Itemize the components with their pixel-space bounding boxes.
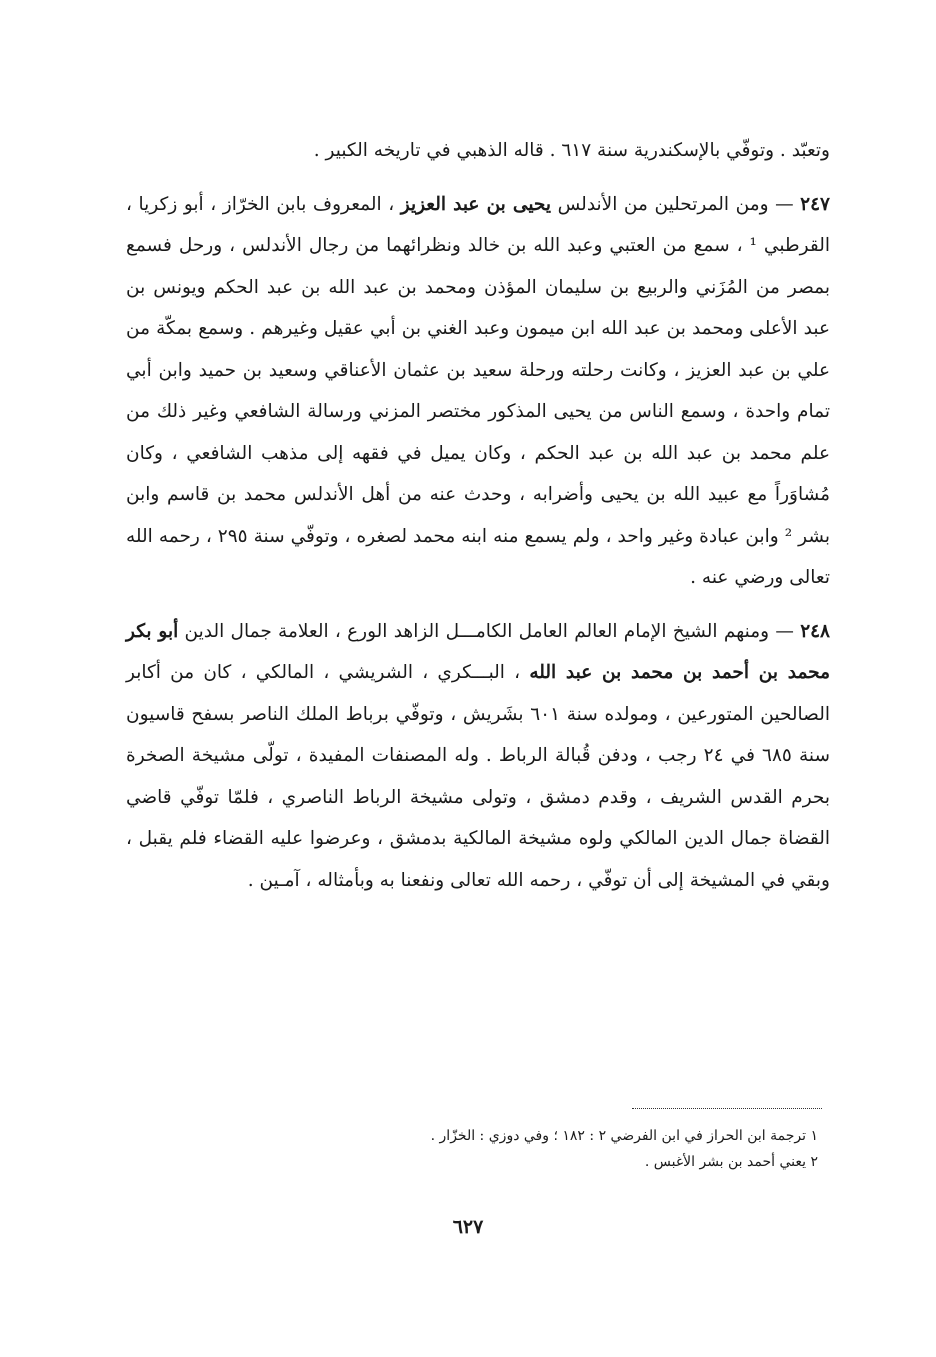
entry-number: ٢٤٧ — [800, 193, 830, 215]
paragraph-continuation: وتعبّد . وتوفّي بالإسكندرية سنة ٦١٧ . قاله الذهبي في تاريخه الكبير . — [313, 140, 830, 161]
entry-text: ، المعروف بابن الخرّاز ، أبو زكريا ، القرطبي ¹ ، سمع من العتبي وعبد الله بن خالد ونظرائهما من رجال الأندلس ، ورحل فسمع بمصر من المُزَني والربيع بن سليمان المؤذن ومحمد بن عبد الله بن عبد الحكم ويونس بن عبد الأعلى ومحمد بن عبد الله ابن ميمون وعبد الغني بن أبي عقيل وغيرهم . وسمع بمكّة من علي بن عبد العزيز ، وكانت رحلته ورحلة سعيد بن عثمان الأعناقي وسعيد بن حميد وابن أبي تمام واحدة ، وسمع الناس من يحيى المذكور مختصر المزني ورسالة الشافعي وغير ذلك من علم محمد بن عبد الله بن عبد الحكم ، وكان يميل في فقهه إلى مذهب الشافعي ، وكان مُشاوَراً مع عبيد الله بن يحيى وأضرابه ، وحدث عنه من أهل الأندلس محمد بن قاسم وابن بشر ² وابن عبادة وغير واحد ، ولم يسمع منه ابنه محمد لصغره ، وتوفّي سنة ٢٩٥ ، رحمه الله تعالى ورضي عنه . — [126, 193, 830, 588]
entry-248 — [126, 611, 830, 902]
page-body — [126, 130, 830, 901]
entry-247 — [126, 184, 830, 599]
entry-person-name: أبو بكر محمد بن أحمد بن محمد بن عبد الله — [126, 620, 830, 683]
entry-text: ، البـــكري ، الشريشي ، المالكي ، كان من أكابر الصالحين المتورعين ، ومولده سنة ٦٠١ بشَريش ، وتوفّي برباط الملك الناصر بسفح قاسيون سنة ٦٨٥ في ٢٤ رجب ، ودفن قُبالة الرباط . وله المصنفات المفيدة ، تولّى مشيخة الصخرة بحرم القدس الشريف ، وقدم دمشق ، وتولى مشيخة الرباط الناصري ، فلمّا توفّي قاضي القضاة جمال الدين المالكي ولوه مشيخة المالكية بدمشق ، وعرضوا عليه القضاء فلم يقبل ، وبقي في المشيخة إلى أن توفّي ، رحمه الله تعالى ونفعنا به وبأمثاله ، آمـين . — [126, 662, 830, 891]
entry-lead: — ومنهم الشيخ الإمام العالم العامل الكامـــل الزاهد الورع ، العلامة جمال الدين — [178, 620, 801, 642]
entry-lead: — ومن المرتحلين من الأندلس — [551, 193, 801, 215]
entry-number: ٢٤٨ — [800, 620, 830, 642]
footnote-item: ١ ترجمة ابن الحراز في ابن الفرضي ٢ : ١٨٢ ؛ وفي دوزي : الخزّار . — [430, 1128, 818, 1144]
footnotes — [126, 1108, 830, 1175]
page-number: ٦٢٧ — [452, 1216, 484, 1238]
footnote-divider — [632, 1108, 822, 1109]
footnote-item: ٢ يعني أحمد بن بشر الأغبس . — [644, 1154, 818, 1170]
entry-person-name: يحيى بن عبد العزيز — [400, 193, 552, 215]
